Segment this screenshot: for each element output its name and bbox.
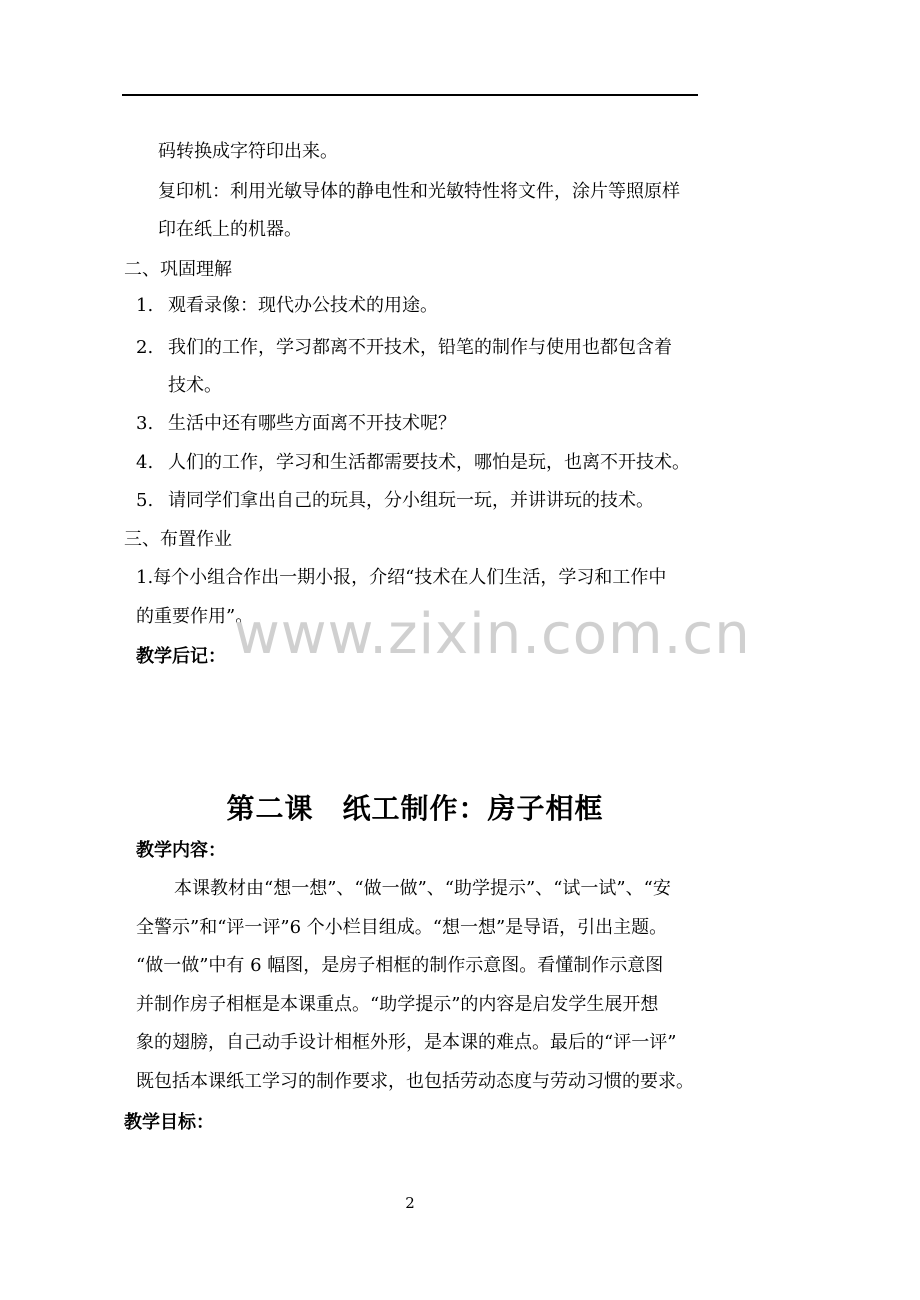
list-item: 生活中还有哪些方面离不开技术呢？ xyxy=(168,413,456,434)
list-number: 3. xyxy=(136,413,154,434)
list-number: 1. xyxy=(136,295,154,316)
goals-label: 教学目标： xyxy=(124,1112,214,1133)
text-line: 1.每个小组合作出一期小报，介绍“技术在人们生活，学习和工作中 xyxy=(136,567,667,588)
list-item: 我们的工作，学习都离不开技术，铅笔的制作与使用也都包含着 xyxy=(168,337,672,358)
text-line: 的重要作用”。 xyxy=(136,606,254,627)
paragraph-line: 全警示”和“评一评”6 个小栏目组成。“想一想”是导语，引出主题。 xyxy=(136,917,668,938)
section-heading: 三、布置作业 xyxy=(124,529,232,550)
list-item-continuation: 技术。 xyxy=(168,375,222,396)
text-line: 码转换成字符印出来。 xyxy=(158,141,338,162)
paragraph-line: “做一做”中有 6 幅图，是房子相框的制作示意图。看懂制作示意图 xyxy=(136,955,664,976)
list-item: 观看录像：现代办公技术的用途。 xyxy=(168,295,438,316)
paragraph-line: 本课教材由“想一想”、“做一做”、“助学提示”、“试一试”、“安 xyxy=(174,878,671,899)
text-line: 复印机：利用光敏导体的静电性和光敏特性将文件，涂片等照原样 xyxy=(158,181,680,202)
list-item: 请同学们拿出自己的玩具，分小组玩一玩，并讲讲玩的技术。 xyxy=(168,490,654,511)
section-heading: 二、巩固理解 xyxy=(124,259,232,280)
list-number: 2. xyxy=(136,337,154,358)
paragraph-line: 并制作房子相框是本课重点。“助学提示”的内容是启发学生展开想 xyxy=(136,994,659,1015)
list-number: 5. xyxy=(136,490,154,511)
header-rule xyxy=(122,94,698,96)
list-number: 4. xyxy=(136,452,154,473)
lesson-title: 第二课 纸工制作：房子相框 xyxy=(226,792,604,825)
list-item: 人们的工作，学习和生活都需要技术，哪怕是玩，也离不开技术。 xyxy=(168,452,690,473)
watermark: www.zixin.com.cn xyxy=(234,602,751,667)
text-line: 印在纸上的机器。 xyxy=(158,219,302,240)
paragraph-line: 象的翅膀，自己动手设计相框外形，是本课的难点。最后的“评一评” xyxy=(136,1032,677,1053)
page-number: 2 xyxy=(405,1194,415,1212)
content-label: 教学内容： xyxy=(136,840,226,861)
notes-label: 教学后记： xyxy=(136,646,226,667)
paragraph-line: 既包括本课纸工学习的制作要求，也包括劳动态度与劳动习惯的要求。 xyxy=(136,1071,694,1092)
